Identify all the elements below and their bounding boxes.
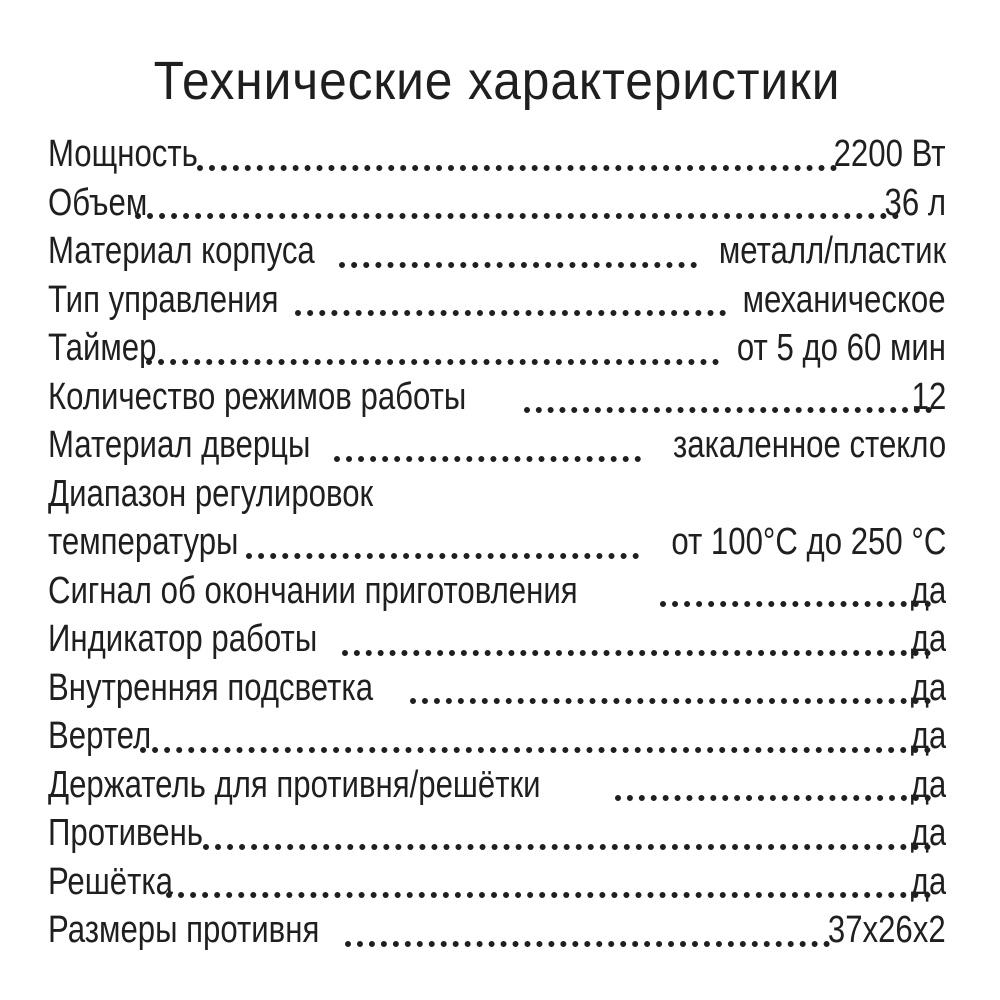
spec-value: от 5 до 60 мин <box>736 327 946 369</box>
dot-leader <box>334 424 641 462</box>
spec-row-volume <box>48 179 946 228</box>
spec-label: Индикатор работы <box>48 618 318 660</box>
dot-leader <box>146 327 719 365</box>
spec-value: закаленное стекло <box>672 424 946 466</box>
dot-leader <box>345 909 830 947</box>
spec-label: Мощность <box>48 133 198 175</box>
dot-leader <box>295 278 726 316</box>
dot-leader <box>246 521 638 559</box>
spec-label: Таймер <box>48 327 157 369</box>
spec-row-baking-tray <box>48 809 946 858</box>
dot-leader <box>203 812 931 850</box>
dot-leader <box>660 569 931 607</box>
spec-label: Материал корпуса <box>48 230 315 272</box>
spec-list <box>48 130 946 955</box>
spec-value: да <box>910 860 946 903</box>
spec-value: да <box>910 666 946 709</box>
spec-row-door-material <box>48 421 946 470</box>
dot-leader <box>339 230 697 268</box>
spec-label: Внутренняя подсветка <box>48 666 374 709</box>
dot-leader <box>410 666 930 704</box>
spec-row-interior-light <box>48 664 946 713</box>
spec-label: Тип управления <box>48 278 279 321</box>
spec-value: от 100°С до 250 °С <box>671 521 946 563</box>
dot-leader <box>140 715 931 753</box>
dot-leader <box>197 133 838 171</box>
spec-label: Объем <box>48 181 148 224</box>
spec-label: Количество режимов работы <box>48 375 467 418</box>
spec-value: 2200 Вт <box>833 133 946 175</box>
spec-label: Держатель для противня/решётки <box>48 763 541 806</box>
spec-value: механическое <box>742 278 946 321</box>
spec-row-tray-holder <box>48 761 946 810</box>
spec-row-tray-size <box>48 906 946 955</box>
spec-row-timer <box>48 324 946 373</box>
spec-label: Вертел <box>48 715 152 757</box>
spec-row-power <box>48 130 946 179</box>
spec-value: да <box>910 569 946 612</box>
spec-value: 37x26x2 <box>828 909 946 951</box>
spec-value: да <box>910 618 946 660</box>
spec-row-end-signal <box>48 567 946 616</box>
spec-label: Решётка <box>48 860 173 903</box>
spec-label: Противень <box>48 812 204 854</box>
spec-label-line1: Диапазон регулировок <box>48 472 374 515</box>
spec-label: Размеры противня <box>48 909 320 951</box>
spec-row-temperature-range <box>48 518 946 567</box>
spec-value: да <box>910 812 946 854</box>
spec-value: да <box>910 763 946 806</box>
dot-leader <box>615 763 931 801</box>
spec-value: металл/пластик <box>718 230 946 272</box>
dot-leader <box>135 181 899 219</box>
spec-row-grill-rack <box>48 858 946 907</box>
dot-leader <box>342 618 930 656</box>
spec-row-rotisserie <box>48 712 946 761</box>
spec-value: 12 <box>911 375 946 418</box>
spec-row-modes <box>48 373 946 422</box>
dot-leader <box>166 860 930 898</box>
spec-value: 36 л <box>884 181 946 224</box>
page-title: Технические характеристики <box>153 51 841 111</box>
spec-value: да <box>910 715 946 757</box>
spec-label: температуры <box>48 521 239 563</box>
spec-row-body-material <box>48 227 946 276</box>
spec-label: Материал дверцы <box>48 424 311 466</box>
spec-row-control-type <box>48 276 946 325</box>
dot-leader <box>524 375 932 413</box>
spec-label: Сигнал об окончании приготовления <box>48 569 578 612</box>
spec-row-indicator <box>48 615 946 664</box>
